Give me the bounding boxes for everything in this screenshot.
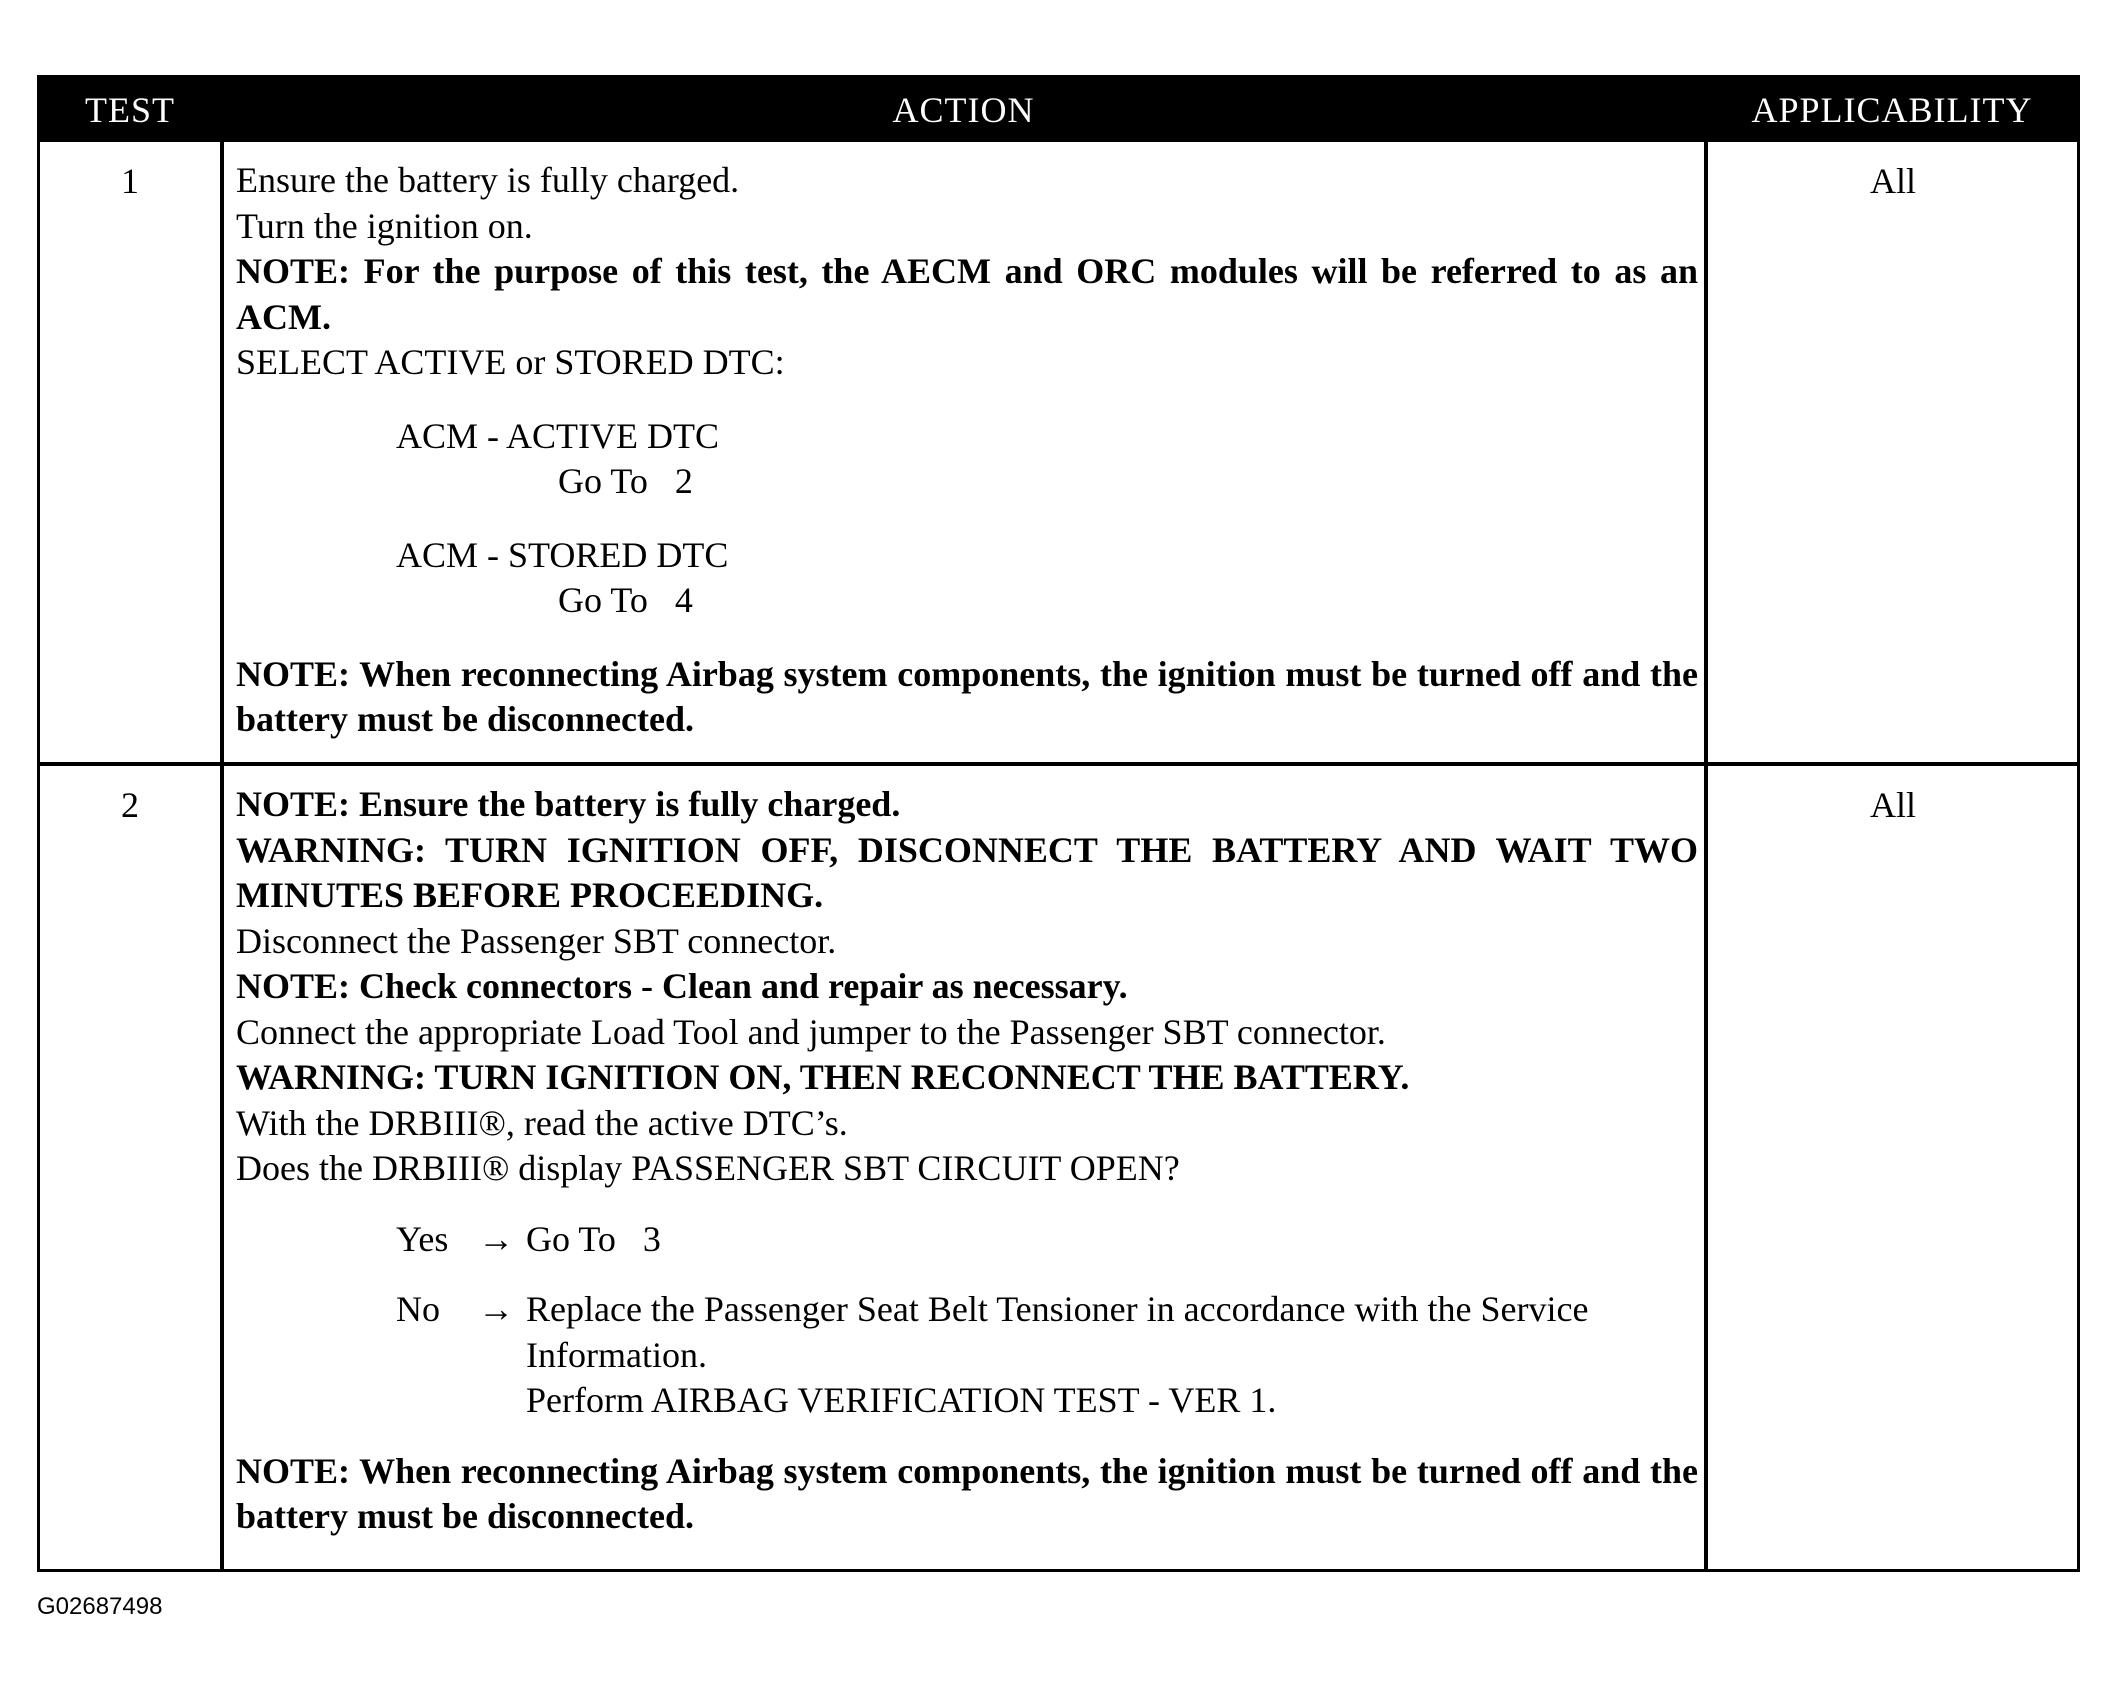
diagnostic-test-table bbox=[37, 75, 2080, 1572]
table-row bbox=[40, 766, 2077, 1569]
answer-label: Yes bbox=[396, 1218, 449, 1259]
answer-yes[interactable] bbox=[236, 1217, 1698, 1263]
header-test: TEST bbox=[85, 90, 175, 130]
note-text: NOTE: Ensure the battery is fully charged. bbox=[236, 784, 901, 824]
goto-link[interactable]: Go To 2 bbox=[558, 461, 693, 501]
arrow-icon: → bbox=[478, 1289, 514, 1329]
applicability-value: All bbox=[1869, 785, 1916, 825]
answer-text: Replace the Passenger Seat Belt Tensioner in accordance with the Service Information. bbox=[526, 1289, 1589, 1375]
action-line: Connect the appropriate Load Tool and jumper to the Passenger SBT connector. bbox=[236, 1011, 1386, 1052]
test-number: 1 bbox=[121, 161, 139, 201]
action-cell bbox=[236, 782, 1698, 1540]
table-header-row bbox=[40, 78, 2077, 142]
note-text: NOTE: When reconnecting Airbag system components, the ignition must be turned off and the battery must be disconnected. bbox=[236, 1450, 1698, 1536]
note-text: NOTE: When reconnecting Airbag system components, the ignition must be turned off and the battery must be disconnected. bbox=[236, 653, 1698, 739]
header-applicability: APPLICABILITY bbox=[1751, 90, 2033, 130]
note-text: NOTE: Check connectors - Clean and repair as necessary. bbox=[236, 966, 1128, 1006]
goto-link[interactable]: Go To 3 bbox=[526, 1218, 661, 1259]
action-line: Ensure the battery is fully charged. bbox=[236, 160, 740, 200]
action-line: SELECT ACTIVE or STORED DTC: bbox=[236, 342, 785, 382]
option-label: ACM - STORED DTC bbox=[396, 534, 729, 575]
action-line: With the DRBIII®, read the active DTC’s. bbox=[236, 1102, 848, 1143]
figure-id: G02687498 bbox=[37, 1593, 163, 1620]
arrow-icon: → bbox=[478, 1218, 514, 1259]
header-action: ACTION bbox=[892, 90, 1035, 130]
option-label: ACM - ACTIVE DTC bbox=[396, 415, 719, 456]
answer-label: No bbox=[396, 1289, 440, 1329]
goto-link[interactable]: Go To 4 bbox=[558, 580, 693, 620]
action-line: Does the DRBIII® display PASSENGER SBT CIRCUIT OPEN? bbox=[236, 1148, 1180, 1188]
action-line: Turn the ignition on. bbox=[236, 205, 533, 246]
answer-text: Perform AIRBAG VERIFICATION TEST - VER 1. bbox=[526, 1380, 1277, 1420]
answer-no[interactable] bbox=[236, 1287, 1698, 1424]
warning-text: WARNING: TURN IGNITION OFF, DISCONNECT THE BATTERY AND WAIT TWO MINUTES BEFORE PROCEEDING. bbox=[236, 829, 1698, 915]
answer-body bbox=[526, 1287, 1698, 1424]
test-number: 2 bbox=[121, 785, 139, 825]
table-row bbox=[40, 142, 2077, 766]
note-text: NOTE: For the purpose of this test, the AECM and ORC modules will be referred to as an ACM. bbox=[236, 251, 1698, 337]
warning-text: WARNING: TURN IGNITION ON, THEN RECONNECT THE BATTERY. bbox=[236, 1057, 1410, 1097]
action-line: Disconnect the Passenger SBT connector. bbox=[236, 920, 837, 961]
action-cell bbox=[236, 158, 1698, 743]
applicability-value: All bbox=[1869, 161, 1916, 201]
